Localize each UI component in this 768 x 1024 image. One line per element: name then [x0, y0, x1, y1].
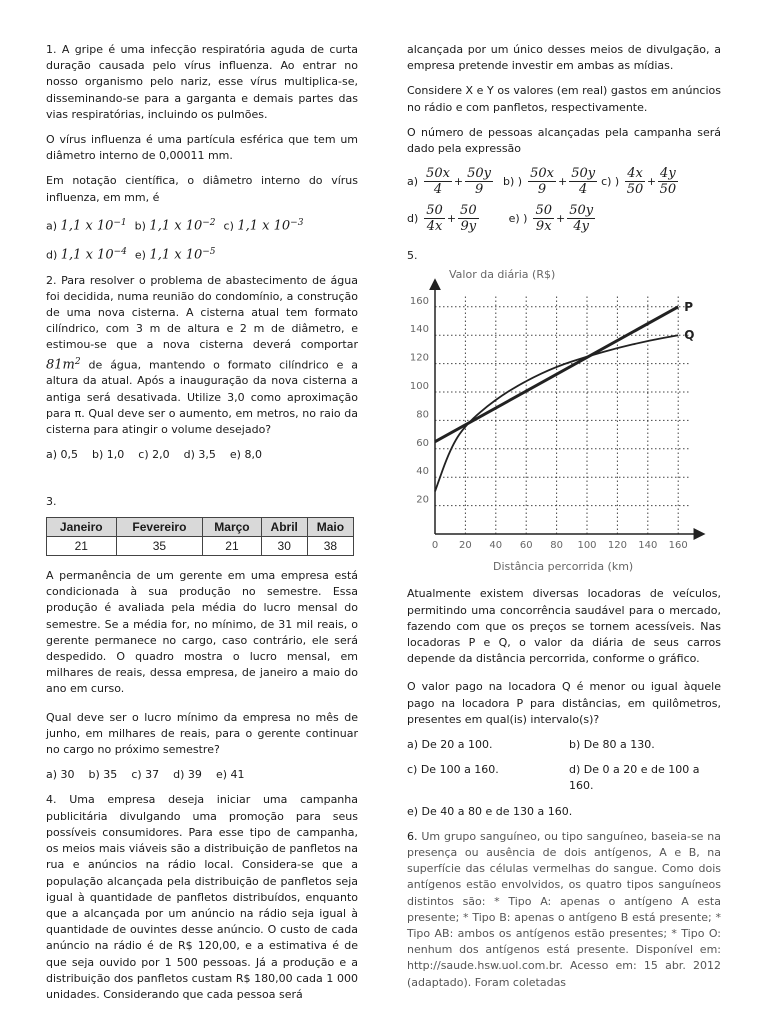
q5-number: 5. — [407, 249, 418, 263]
chart-x-tick-label: 100 — [577, 540, 597, 552]
chart-y-tick-label: 60 — [416, 438, 429, 450]
chart-x-tick-label: 140 — [638, 540, 658, 552]
q5-option-a[interactable]: a) De 20 a 100. — [407, 738, 493, 752]
q4-option-e[interactable]: e) ) $\frac{50}{9x}$ + $\frac{50y}{4y}$ — [508, 203, 594, 235]
chart-y-tick-label: 140 — [409, 324, 429, 336]
q1-text-3: Em notação científica, o diâmetro interno do vírus influenza, em mm, é — [46, 174, 358, 204]
q1-option-a[interactable]: a) 1,1 x $10^{-1}$ — [46, 217, 127, 234]
q5-option-c[interactable]: c) De 100 a 160. — [407, 763, 499, 777]
q1-options-2 — [46, 244, 358, 264]
q2-text: 2. Para resolver o problema de abastecimento de água foi decidida, numa reunião do condomínio, a construção de uma nova cisterna. A cisterna atual tem formato cilíndrico, com 3 m de altura e 2 m de diâmetro, e estimou-se que a nova cisterna deverá comportar $81m^2$ de água, mantendo o formato cilíndrico e a altura da atual. Após a inauguração da nova cisterna a antiga será desativada. Utilize 3,0 como aproximação para π. Qual deve ser o aumento, em metros, no raio da cisterna para atingir o volume desejado? — [46, 273, 358, 437]
q4-text-3: Considere X e Y os valores (em real) gastos em anúncios no rádio e com panfletos, respectivamente. — [407, 84, 721, 114]
q3-option-c[interactable]: c) 37 — [131, 768, 160, 782]
q4-text-4: O número de pessoas alcançadas pela campanha será dado pela expressão — [407, 125, 721, 156]
q5-option-e[interactable]: e) De 40 a 80 e de 130 a 160. — [407, 804, 573, 818]
q2-option-a[interactable]: a) 0,5 — [46, 448, 79, 462]
q2-option-c[interactable]: c) 2,0 — [138, 448, 170, 462]
chart-y-tick-label: 160 — [409, 296, 429, 308]
table-header: Maio — [307, 517, 353, 536]
q4-option-a[interactable]: a) $\frac{50x}{4}$ + $\frac{50y}{9}$ — [407, 166, 492, 198]
q3-text-2: Qual deve ser o lucro mínimo da empresa no mês de junho, em milhares de reais, para o gerente continuar no cargo no próximo semestre? — [46, 710, 358, 757]
q1-option-e[interactable]: e) 1,1 x $10^{-5}$ — [134, 246, 216, 263]
table-header: Abril — [261, 517, 307, 536]
q1-text-1: 1. A gripe é uma infecção respiratória aguda de curta duração causada pelo vírus influenza. Ao entrar no nosso organismo pelo nariz, esse vírus multiplica-se, disseminando-se para a garganta e demais partes das vias respiratórias, incluindo os pulmões. — [46, 43, 358, 121]
table-cell: 30 — [261, 536, 307, 555]
q5-option-b[interactable]: b) De 80 a 130. — [569, 738, 655, 752]
rental-price-chart — [407, 266, 721, 584]
chart-series-label: Q — [684, 328, 695, 343]
right-column — [407, 42, 721, 1000]
chart-x-tick-label: 60 — [519, 540, 533, 552]
q4-option-d[interactable]: d) $\frac{50}{4x}$ + $\frac{50}{9y}$ — [407, 203, 477, 235]
chart-y-tick-label: 100 — [409, 381, 429, 393]
q4-options-row-2 — [407, 203, 721, 234]
q1-text-2: O vírus influenza é uma partícula esférica que tem um diâmetro interno de 0,00011 mm. — [46, 133, 358, 163]
q4-options-row-1 — [407, 166, 721, 197]
chart-series-label: P — [684, 300, 693, 315]
q5-text-2: O valor pago na locadora Q é menor ou igual àquele pago na locadora P para distâncias, em quilômetros, presentes em qual(is) intervalo(s)? — [407, 680, 721, 726]
q2-option-e[interactable]: e) 8,0 — [229, 448, 262, 462]
q5-text-1: Atualmente existem diversas locadoras de veículos, permitindo uma concorrência saudável para o mercado, fazendo com que os preços se tornem acessíveis. Nas locadoras P e Q, o valor da diária de seus carros depende da distância percorrida, conforme o gráfico. — [407, 587, 721, 666]
chart-x-tick-label: 20 — [459, 540, 472, 552]
table-cell: 21 — [203, 536, 261, 555]
q2-option-b[interactable]: b) 1,0 — [92, 448, 125, 462]
chart-y-axis-label: Valor da diária (R$) — [449, 268, 556, 282]
q4-text-2: alcançada por um único desses meios de divulgação, a empresa pretende investir em ambas as mídias. — [407, 43, 721, 73]
q5-options — [407, 737, 721, 820]
q5-option-d[interactable]: d) De 0 a 20 e de 100 a 160. — [569, 763, 700, 793]
q3-number: 3. — [46, 495, 57, 509]
chart-y-tick-label: 120 — [409, 353, 429, 365]
q3-options — [46, 767, 358, 783]
q3-option-b[interactable]: b) 35 — [88, 768, 118, 782]
table-cell: 35 — [116, 536, 203, 555]
chart-x-axis-label: Distância percorrida (km) — [493, 560, 634, 574]
table-header: Março — [203, 517, 261, 536]
chart-x-tick-label: 120 — [607, 540, 627, 552]
q3-option-e[interactable]: e) 41 — [215, 768, 245, 782]
q1-option-b[interactable]: b) 1,1 x $10^{-2}$ — [134, 217, 216, 234]
chart-x-tick-label: 80 — [550, 540, 563, 552]
q1-options — [46, 215, 358, 235]
q3-option-a[interactable]: a) 30 — [46, 768, 75, 782]
chart-y-tick-label: 20 — [416, 495, 429, 507]
q4-option-c[interactable]: c) ) $\frac{4x}{50}$ + $\frac{4y}{50}$ — [601, 166, 677, 198]
q4-text-1: 4. Uma empresa deseja iniciar uma campanha publicitária divulgando uma promoção para seus possíveis consumidores. Para esse tipo de campanha, os meios mais viáveis são a distribuição de panfletos na rua e anúncios na rádio local. Considera-se que a população alcançada pela distribuição de panfletos seja igual à quantidade de panfletos distribuídos, enquanto que a alcançada por um anúncio na rádio seja igual à quantidade de ouvintes desse anúncio. O custo de cada anúncio na rádio é de R$ 120,00, e a estimativa é de que seja ouvido por 1 500 pessoas. Já a produção e a distribuição dos panfletos custam R$ 180,00 cada 1 000 unidades. Considerando que cada pessoa será — [46, 793, 358, 1001]
table-cell: 38 — [307, 536, 353, 555]
q4-option-b[interactable]: b) ) $\frac{50x}{9}$ + $\frac{50y}{4}$ — [503, 166, 596, 198]
chart-y-tick-label: 40 — [416, 466, 429, 478]
chart-x-tick-label: 160 — [668, 540, 688, 552]
q3-option-d[interactable]: d) 39 — [173, 768, 202, 782]
table-header: Fevereiro — [116, 517, 203, 536]
chart-x-tick-label: 0 — [431, 540, 439, 552]
q3-text-1: A permanência de um gerente em uma empresa está condicionada à sua produção no semestre. Essa produção é avaliada pela média do lucro mensal do semestre. Se a média for, no mínimo, de 31 mil reais, o gerente permanece no cargo, caso contrário, ele será despedido. O quadro mostra o lucro mensal, em milhares de reais, dessa empresa, de janeiro a maio do ano em curso. — [46, 569, 358, 696]
q1-option-c[interactable]: c) 1,1 x $10^{-3}$ — [223, 217, 304, 234]
q2-options — [46, 447, 358, 463]
profit-table — [46, 517, 354, 556]
q1-option-d[interactable]: d) 1,1 x $10^{-4}$ — [46, 246, 127, 263]
chart-y-tick-label: 80 — [416, 409, 429, 421]
table-cell: 21 — [47, 536, 117, 555]
chart-x-tick-label: 40 — [489, 540, 503, 552]
q2-option-d[interactable]: d) 3,5 — [183, 448, 216, 462]
q6-text: 6. Um grupo sanguíneo, ou tipo sanguíneo, baseia-se na presença ou ausência de dois antígenos, A e B, na superfície das células vermelhas do sangue. Como dois antígenos estão envolvidos, os quatro tipos sanguíneos distintos são: * Tipo A: apenas o antígeno A esta presente; * Tipo B: apenas o antígeno B está presente; * Tipo AB: ambos os antígenos estão presentes; * Tipo O: nenhum dos antígenos está presente. Disponível em: http://saude.hsw.uol.com.br. Acesso em: 15 abr. 2012 (adaptado). Foram coletadas — [407, 829, 721, 989]
left-column — [46, 42, 358, 1012]
table-header: Janeiro — [47, 517, 117, 536]
